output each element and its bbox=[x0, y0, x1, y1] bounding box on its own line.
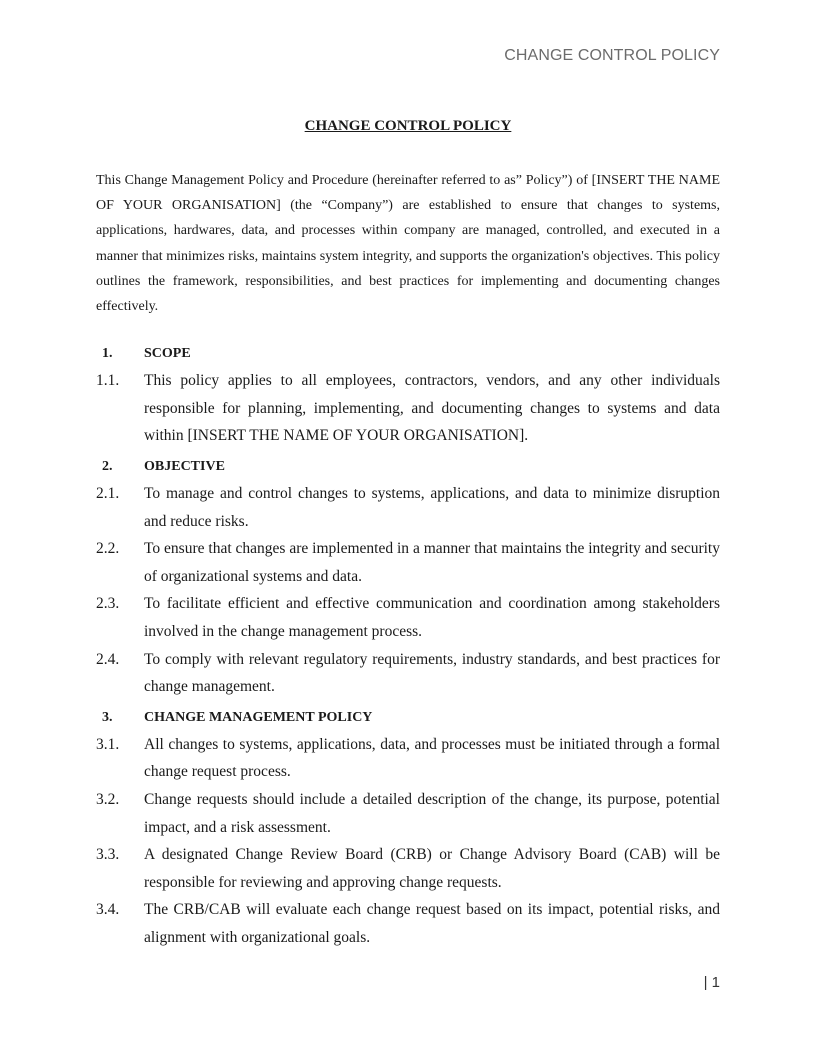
item-text: All changes to systems, applications, data, and processes must be initiated through a formal change request process. bbox=[144, 735, 720, 781]
page-number: | 1 bbox=[703, 974, 720, 991]
section-title: SCOPE bbox=[144, 346, 191, 362]
section-number: 1. bbox=[102, 346, 113, 362]
list-item bbox=[96, 590, 720, 645]
list-item bbox=[96, 646, 720, 701]
item-number: 3.1. bbox=[96, 735, 120, 753]
item-text: To comply with relevant regulatory requirements, industry standards, and best practices for change management. bbox=[144, 650, 720, 696]
list-item bbox=[96, 786, 720, 841]
item-text: The CRB/CAB will evaluate each change request based on its impact, potential risks, and alignment with organizational goals. bbox=[144, 901, 720, 946]
item-number: 3.2. bbox=[96, 790, 120, 808]
item-number: 2.3. bbox=[96, 595, 120, 613]
item-number: 2.2. bbox=[96, 540, 120, 558]
list-item bbox=[96, 367, 720, 450]
document-title: CHANGE CONTROL POLICY bbox=[304, 118, 512, 134]
item-text: To ensure that changes are implemented in a manner that maintains the integrity and security of organizational systems and data. bbox=[144, 540, 720, 585]
list-item bbox=[96, 841, 720, 896]
list-item bbox=[96, 731, 720, 786]
item-number: 1.1. bbox=[96, 372, 120, 390]
section-number: 2. bbox=[102, 459, 113, 474]
intro-paragraph: This Change Management Policy and Procedure (hereinafter referred to as” Policy”) of [INSERT THE NAME OF YOUR ORGANISATION] (the “Company”) are established to ensure that changes to systems, applications, hardwares, data, and processes within company are managed, controlled, and executed in a manner that minimizes risks, maintains system integrity, and supports the organization's objectives. This policy outlines the framework, responsibilities, and best practices for implementing and documenting changes effectively. bbox=[96, 173, 720, 315]
section-number: 3. bbox=[102, 709, 113, 725]
item-text: This policy applies to all employees, contractors, vendors, and any other individuals responsible for planning, implementing, and documenting changes to systems and data within [INSERT THE NAME OF YOUR ORGANISATION]. bbox=[144, 372, 720, 445]
item-text: Change requests should include a detailed description of the change, its purpose, potential impact, and a risk assessment. bbox=[144, 790, 720, 836]
section-title: OBJECTIVE bbox=[144, 459, 225, 474]
list-item bbox=[96, 480, 720, 535]
item-number: 2.4. bbox=[96, 650, 120, 668]
section-heading-change-management-policy bbox=[96, 709, 720, 727]
item-text: To facilitate efficient and effective communication and coordination among stakeholders involved in the change management process. bbox=[144, 595, 720, 640]
section-title: CHANGE MANAGEMENT POLICY bbox=[144, 709, 373, 725]
list-item bbox=[96, 896, 720, 951]
item-number: 3.4. bbox=[96, 901, 120, 919]
list-item bbox=[96, 535, 720, 590]
section-heading-objective bbox=[96, 458, 720, 476]
section-heading-scope bbox=[96, 345, 720, 363]
item-text: A designated Change Review Board (CRB) or Change Advisory Board (CAB) will be responsible for reviewing and approving change requests. bbox=[144, 846, 720, 891]
page-header: CHANGE CONTROL POLICY bbox=[504, 47, 720, 64]
item-number: 3.3. bbox=[96, 846, 120, 864]
item-text: To manage and control changes to systems, applications, and data to minimize disruption and reduce risks. bbox=[144, 485, 720, 530]
document-body bbox=[96, 117, 720, 952]
item-number: 2.1. bbox=[96, 485, 120, 502]
